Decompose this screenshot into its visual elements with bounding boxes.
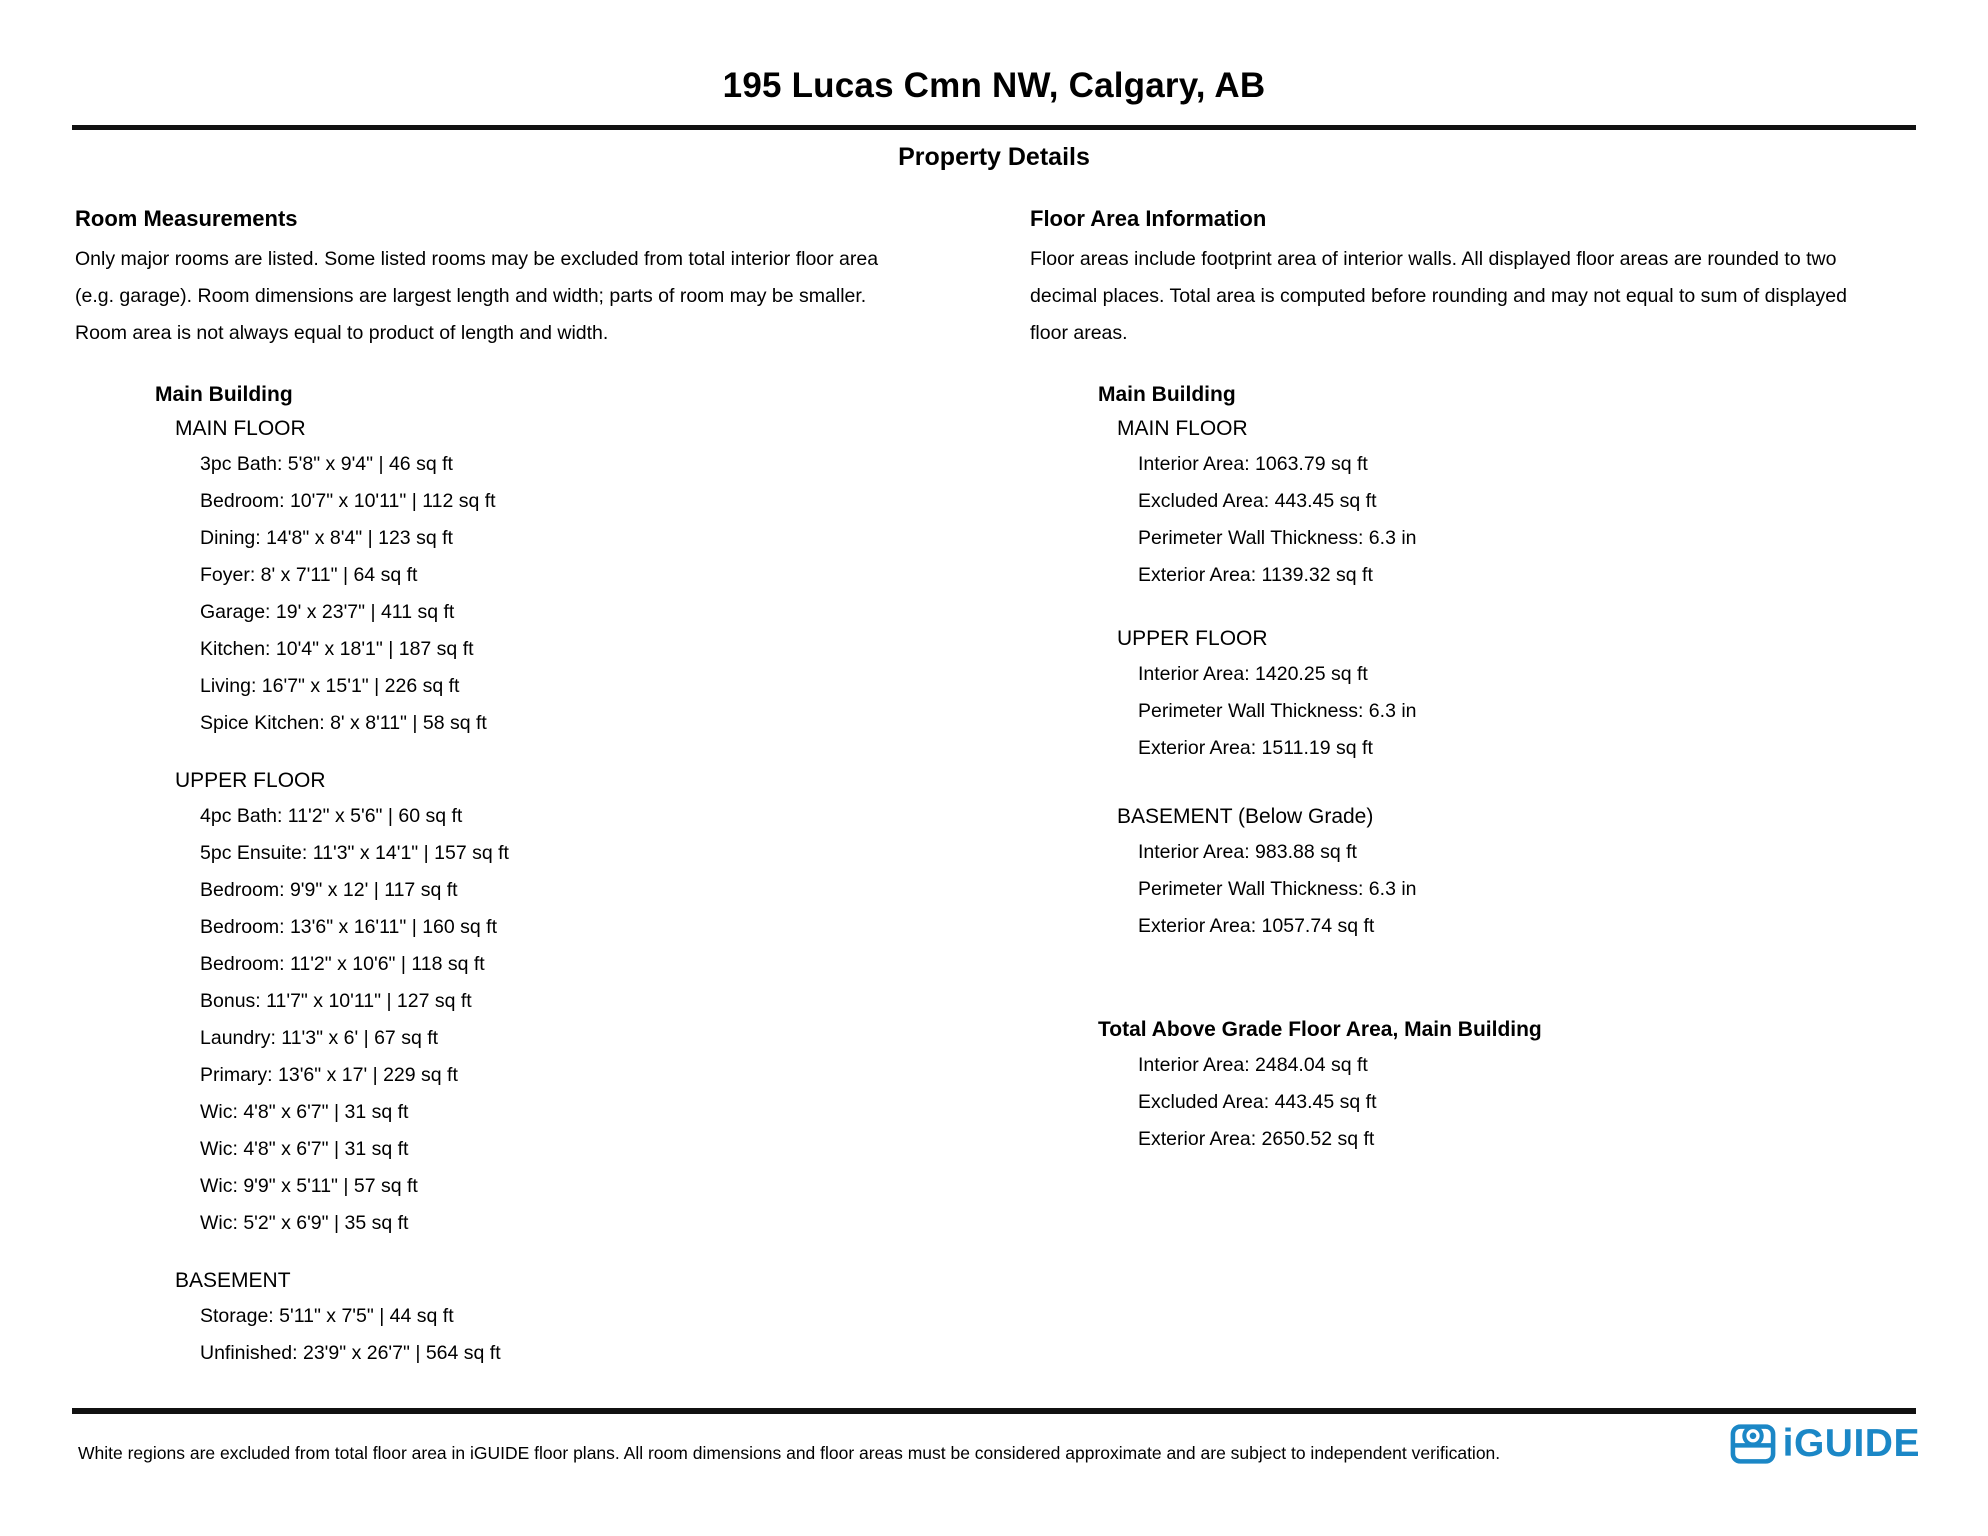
page-title: 195 Lucas Cmn NW, Calgary, AB (722, 66, 1266, 105)
floor-area-stat: Exterior Area: 1139.32 sq ft (1138, 564, 1373, 586)
room-measurement: Living: 16'7" x 15'1" | 226 sq ft (200, 675, 460, 697)
room-measurements-section (75, 205, 1020, 1372)
room-measurements-heading: Room Measurements (75, 206, 298, 231)
floor-group-main-floor (75, 412, 1020, 742)
area-group-basement (1030, 800, 1960, 945)
total-above-grade-stats (1030, 1047, 1960, 1158)
floor-area-stat: Exterior Area: 2650.52 sq ft (1138, 1128, 1375, 1150)
room-measurement: Bedroom: 10'7" x 10'11" | 112 sq ft (200, 490, 496, 512)
room-measurement: Wic: 9'9" x 5'11" | 57 sq ft (200, 1175, 418, 1197)
room-measurement: Wic: 4'8" x 6'7" | 31 sq ft (200, 1138, 409, 1160)
room-measurement: 4pc Bath: 11'2" x 5'6" | 60 sq ft (200, 805, 463, 827)
floor-name: BASEMENT (175, 1269, 291, 1292)
floor-area-stat: Interior Area: 2484.04 sq ft (1138, 1054, 1368, 1076)
area-group-upper-floor (1030, 622, 1960, 767)
floor-area-stat: Perimeter Wall Thickness: 6.3 in (1138, 527, 1417, 549)
area-group-main-floor (1030, 412, 1960, 594)
floor-area-stat: Exterior Area: 1511.19 sq ft (1138, 737, 1373, 759)
room-measurement: Laundry: 11'3" x 6' | 67 sq ft (200, 1027, 439, 1049)
room-measurement: Dining: 14'8" x 8'4" | 123 sq ft (200, 527, 453, 549)
floor-area-heading: Floor Area Information (1030, 206, 1267, 231)
room-measurement: Foyer: 8' x 7'11" | 64 sq ft (200, 564, 418, 586)
room-measurements-description (75, 241, 1020, 352)
floor-name: BASEMENT (Below Grade) (1117, 805, 1374, 828)
floor-name: UPPER FLOOR (1117, 627, 1268, 650)
room-measurement: Spice Kitchen: 8' x 8'11" | 58 sq ft (200, 712, 487, 734)
room-measurement: Primary: 13'6" x 17' | 229 sq ft (200, 1064, 458, 1086)
room-measurement: Unfinished: 23'9" x 26'7" | 564 sq ft (200, 1342, 501, 1364)
iguide-logo (1730, 1422, 1920, 1466)
room-measurement: 5pc Ensuite: 11'3" x 14'1" | 157 sq ft (200, 842, 509, 864)
room-measurement: Storage: 5'11" x 7'5" | 44 sq ft (200, 1305, 454, 1327)
footer-disclaimer: White regions are excluded from total floor area in iGUIDE floor plans. All room dimensions and floor areas must be considered approximate and are subject to independent verification. (78, 1443, 1501, 1463)
floor-area-stat: Excluded Area: 443.45 sq ft (1138, 490, 1377, 512)
description-line: floor areas. (1030, 322, 1128, 344)
floor-group-basement (75, 1264, 1020, 1372)
room-measurement: Bedroom: 11'2" x 10'6" | 118 sq ft (200, 953, 485, 975)
floor-area-description (1030, 241, 1960, 352)
room-measurement: Bedroom: 9'9" x 12' | 117 sq ft (200, 879, 458, 901)
floor-area-stat: Perimeter Wall Thickness: 6.3 in (1138, 700, 1417, 722)
page-subtitle: Property Details (898, 143, 1090, 171)
floor-name: MAIN FLOOR (175, 417, 306, 440)
description-line: Room area is not always equal to product of length and width. (75, 322, 609, 344)
room-measurement: Kitchen: 10'4" x 18'1" | 187 sq ft (200, 638, 474, 660)
floor-area-stat: Interior Area: 983.88 sq ft (1138, 841, 1357, 863)
footer-divider (72, 1408, 1916, 1414)
room-measurement: Bedroom: 13'6" x 16'11" | 160 sq ft (200, 916, 498, 938)
floor-area-stat: Exterior Area: 1057.74 sq ft (1138, 915, 1375, 937)
room-measurement: Wic: 5'2" x 6'9" | 35 sq ft (200, 1212, 409, 1234)
building-name: Main Building (1098, 383, 1236, 406)
room-measurement: Garage: 19' x 23'7" | 411 sq ft (200, 601, 455, 623)
description-line: Floor areas include footprint area of interior walls. All displayed floor areas are rounded to two (1030, 248, 1837, 270)
room-measurement: Bonus: 11'7" x 10'11" | 127 sq ft (200, 990, 472, 1012)
description-line: decimal places. Total area is computed before rounding and may not equal to sum of displayed (1030, 285, 1847, 307)
building-name: Main Building (155, 383, 293, 406)
iguide-logo-text: iGUIDE (1782, 1422, 1920, 1465)
total-above-grade-heading: Total Above Grade Floor Area, Main Building (1098, 1018, 1542, 1041)
header-divider (72, 125, 1916, 130)
description-line: Only major rooms are listed. Some listed rooms may be excluded from total interior floor area (75, 248, 879, 270)
floor-area-stat: Perimeter Wall Thickness: 6.3 in (1138, 878, 1417, 900)
iguide-camera-icon (1730, 1423, 1776, 1465)
floor-area-section (1030, 205, 1960, 1158)
floor-group-upper-floor (75, 764, 1020, 1242)
room-measurement: 3pc Bath: 5'8" x 9'4" | 46 sq ft (200, 453, 453, 475)
floor-name: MAIN FLOOR (1117, 417, 1248, 440)
floor-area-stat: Interior Area: 1063.79 sq ft (1138, 453, 1368, 475)
room-measurement: Wic: 4'8" x 6'7" | 31 sq ft (200, 1101, 409, 1123)
floor-area-stat: Interior Area: 1420.25 sq ft (1138, 663, 1368, 685)
description-line: (e.g. garage). Room dimensions are largest length and width; parts of room may be smaller. (75, 285, 867, 307)
floor-name: UPPER FLOOR (175, 769, 326, 792)
floor-area-stat: Excluded Area: 443.45 sq ft (1138, 1091, 1377, 1113)
